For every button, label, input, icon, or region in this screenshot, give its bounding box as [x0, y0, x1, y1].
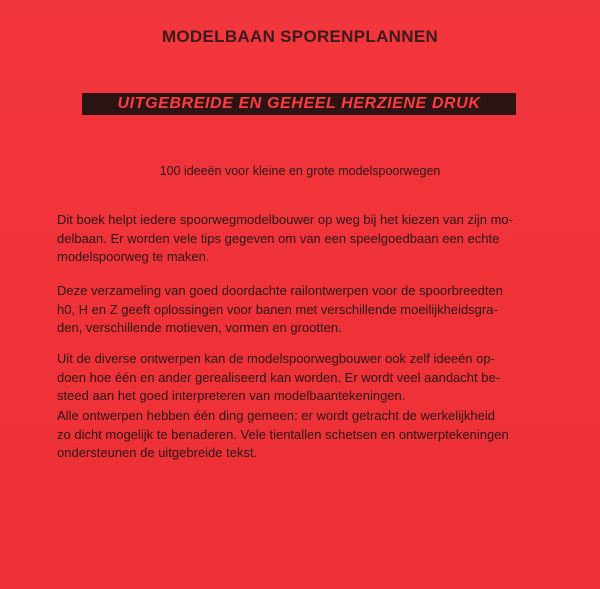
paragraph-4: [57, 407, 547, 463]
edition-banner: [82, 93, 516, 115]
paragraph-1: [57, 211, 547, 267]
edition-banner-text: UITGEBREIDE EN GEHEEL HERZIENE DRUK: [117, 95, 481, 112]
page-title: MODELBAAN SPORENPLANNEN: [161, 27, 439, 46]
paragraph-line: steed aan het goed interpreteren van modelbaantekeningen.: [57, 388, 406, 403]
subtitle: 100 ideeën voor kleine en grote modelspoorwegen: [159, 164, 441, 178]
paragraph-line: delbaan. Er worden vele tips gegeven om van een speelgoedbaan een echte: [57, 230, 500, 246]
paragraph-line: Dit boek helpt iedere spoorwegmodelbouwer op weg bij het kiezen van zijn mo-: [57, 212, 513, 227]
paragraph-line: Deze verzameling van goed doordachte railontwerpen voor de spoorbreedten: [57, 283, 503, 298]
paragraph-line: h0, H en Z geeft oplossingen voor banen met verschillende moeilijkheidsgra-: [57, 301, 498, 317]
paragraph-line: ondersteunen de uitgebreide tekst.: [57, 445, 258, 460]
paragraph-3: [57, 350, 547, 406]
paragraph-line: den, verschillende motieven, vormen en grootten.: [57, 320, 342, 335]
paragraph-2: [57, 282, 547, 338]
paragraph-line: zo dicht mogelijk te benaderen. Vele tientallen schetsen en ontwerptekeningen: [57, 426, 509, 442]
paragraph-line: Alle ontwerpen hebben één ding gemeen: er wordt getracht de werkelijkheid: [57, 408, 495, 423]
paragraph-line: Uit de diverse ontwerpen kan de modelspoorwegbouwer ook zelf ideeën op-: [57, 351, 495, 366]
paragraph-line: doen hoe één en ander gerealiseerd kan worden. Er wordt veel aandacht be-: [57, 369, 501, 385]
paragraph-line: modelspoorweg te maken.: [57, 249, 210, 264]
